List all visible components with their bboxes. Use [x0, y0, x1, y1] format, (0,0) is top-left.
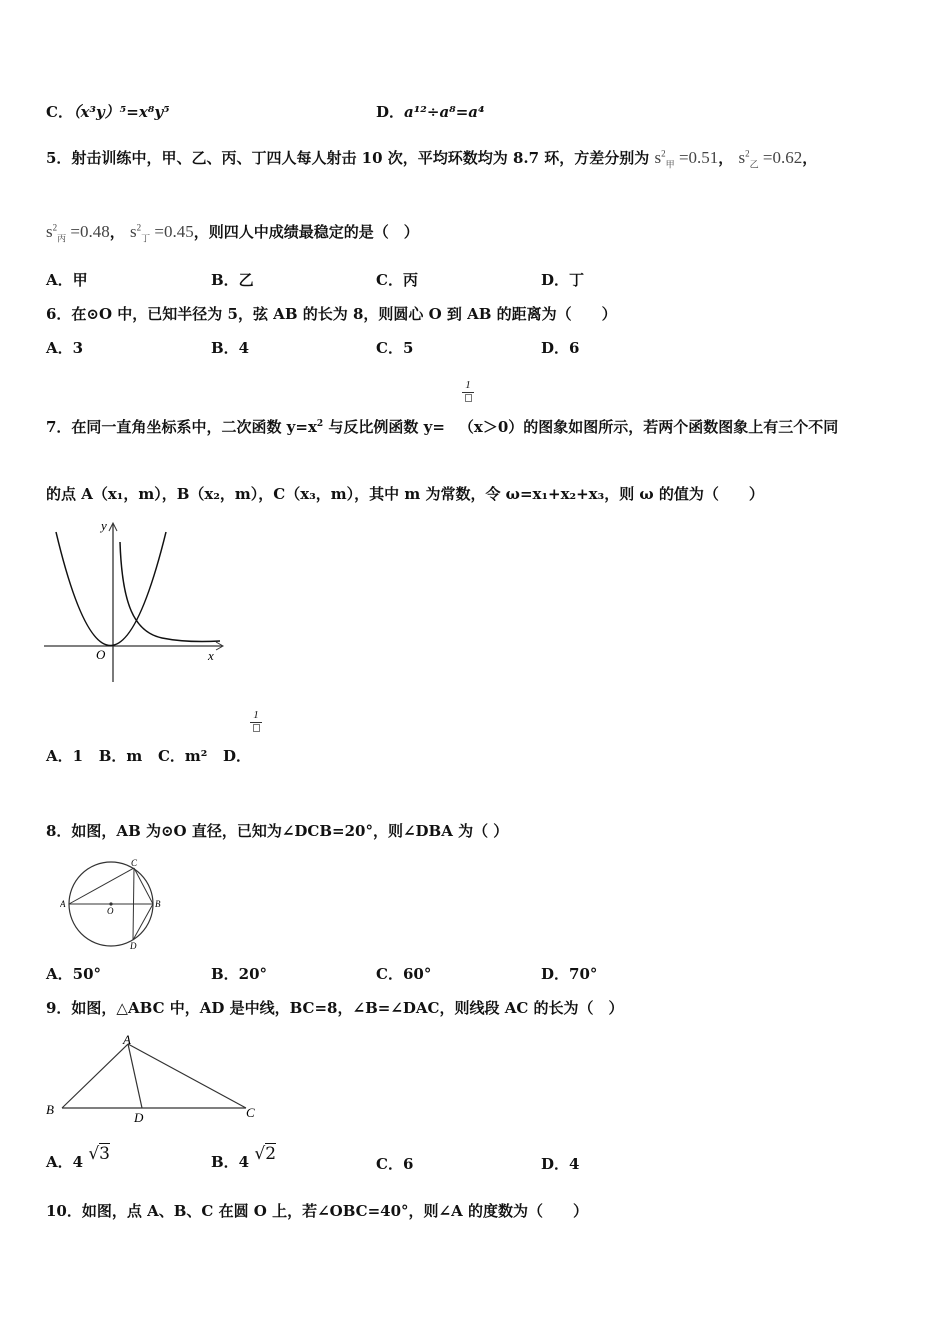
- side-ab: [62, 1044, 128, 1108]
- hyperbola-curve: [120, 542, 220, 642]
- chord-cb: [134, 868, 153, 904]
- q5-question-line1: 5．射击训练中，甲、乙、丙、丁四人每人射击 10 次，平均环数均为 8.7 环，方差分别为 $s^2_甲 =0.51$， $s^2_乙 =0.62$，: [46, 148, 818, 170]
- q5-option-b: B．乙: [211, 271, 254, 289]
- sqrt-3: √3: [88, 1144, 110, 1164]
- q6-option-d: D．6: [541, 339, 580, 357]
- q8-question: 8．如图，AB 为⊙O 直径，已知为∠DCB=20°，则∠DBA 为（ ）: [46, 822, 509, 840]
- chord-db: [133, 904, 153, 940]
- origin-label: O: [96, 647, 106, 662]
- q4-option-d: D．a¹²÷a⁸=a⁴: [376, 103, 485, 121]
- chord-cd: [133, 868, 134, 940]
- side-ac: [128, 1044, 246, 1108]
- q9-option-b: B．4 √2: [211, 1144, 277, 1171]
- radical-icon: √: [254, 1144, 266, 1164]
- q9-question: 9．如图，△ABC 中，AD 是中线，BC=8，∠B=∠DAC，则线段 AC 的长为（ ）: [46, 999, 624, 1017]
- label-c: C: [246, 1105, 255, 1120]
- q7-fraction-1-over-x: 1: [462, 380, 474, 405]
- q8-option-d: D．70°: [541, 965, 598, 983]
- x-axis-label: x: [208, 648, 214, 663]
- variance-yi: $s^2_乙 =0.62$: [738, 148, 803, 170]
- label-c: C: [131, 858, 138, 868]
- q9-option-c: C．6: [376, 1155, 414, 1173]
- label-a: A: [123, 1034, 131, 1047]
- q4-option-c: C．（x³y）⁵=x⁸y⁵: [46, 103, 170, 121]
- q6-option-c: C．5: [376, 339, 414, 357]
- label-o: O: [107, 906, 114, 916]
- q5-question-line2: $s^2_丙 =0.48$， $s^2_丁 =0.45$，则四人中成绩最稳定的是（ ）: [46, 222, 419, 244]
- q9-option-d: D．4: [541, 1155, 580, 1173]
- q6-option-b: B．4: [211, 339, 250, 357]
- median-ad: [128, 1044, 142, 1108]
- sqrt-2: √2: [254, 1144, 277, 1164]
- q10-question: 10．如图，点 A、B、C 在圆 O 上，若∠OBC=40°，则∠A 的度数为（ ）: [46, 1202, 588, 1220]
- q5-option-a: A．甲: [46, 271, 88, 289]
- variance-bing: $s^2_丙 =0.48$: [46, 222, 110, 244]
- label-d: D: [134, 1110, 144, 1125]
- q7-options: A．1 B．m C．m² D．: [46, 747, 252, 765]
- q6-option-a: A．3: [46, 339, 84, 357]
- q7-question-line2: 的点 A（x₁，m），B（x₂，m），C（x₃，m），其中 m 为常数，令 ω=x₁+x₂+x₃，则 ω 的值为（ ）: [46, 485, 764, 503]
- variance-ding: $s^2_丁 =0.45$: [129, 222, 194, 244]
- q9-triangle-figure: [42, 1034, 264, 1126]
- q7-question-line1: 7．在同一直角坐标系中，二次函数 $y=x^2$ 与反比例函数 y= （x＞0）的图象如图所示，若两个函数图象上有三个不同: [46, 418, 839, 436]
- q8-option-b: B．20°: [211, 965, 268, 983]
- q5-option-d: D．丁: [541, 271, 585, 289]
- label-a: A: [60, 899, 66, 909]
- q6-question: 6．在⊙O 中，已知半径为 5，弦 AB 的长为 8，则圆心 O 到 AB 的距离为（ ）: [46, 305, 617, 323]
- q8-option-c: C．60°: [376, 965, 432, 983]
- label-b: B: [155, 899, 161, 909]
- q7-function-graph: [42, 514, 232, 686]
- label-d: D: [130, 941, 137, 951]
- parabola-curve: [56, 532, 166, 646]
- q9-option-a: A．4 √3: [46, 1144, 110, 1171]
- chord-ac: [69, 868, 134, 904]
- q7-option-d-fraction: 1: [250, 710, 262, 735]
- label-b: B: [46, 1102, 54, 1117]
- q5-option-c: C．丙: [376, 271, 418, 289]
- q8-option-a: A．50°: [46, 965, 102, 983]
- q8-circle-figure: [60, 856, 170, 952]
- variance-jia: $s^2_甲 =0.51$: [654, 148, 719, 170]
- y-axis-label: y: [101, 518, 107, 533]
- radical-icon: √: [88, 1144, 100, 1164]
